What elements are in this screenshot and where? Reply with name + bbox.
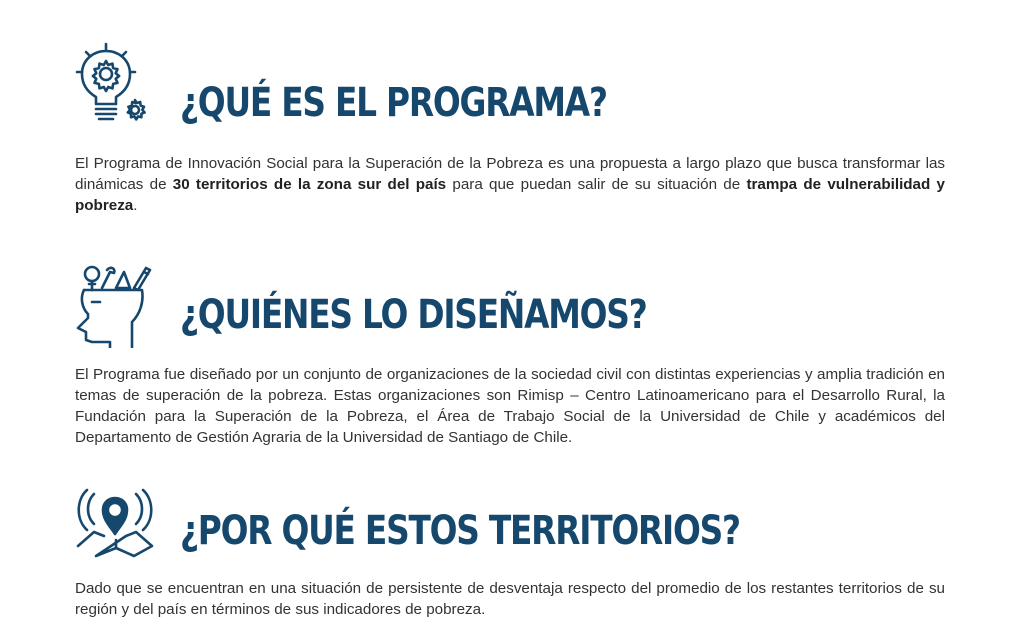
section-paragraph: Dado que se encuentran en una situación de persistente de desventaja respecto del promedio de los restantes territorios de su región y del país en términos de sus indicadores de pobreza. — [75, 580, 945, 618]
paragraph-bold-text: 30 territorios de la zona sur del país — [172, 176, 447, 193]
lightbulb-gears-icon — [72, 42, 158, 128]
paragraph-text: . — [133, 197, 138, 214]
section-paragraph: El Programa fue diseñado por un conjunto de organizaciones de la sociedad civil con distintas experiencias y amplia tradición en temas de superación de la pobreza. Estas organizaciones son Rimisp – Centro Latinoamericano para el Desarrollo Rural, la Fundación para la Superación de la Pobreza, el Área de Trabajo Social de la Universidad de Chile y académicos del Departamento de Gestión Agraria de la Universidad de Santiago de Chile. — [75, 366, 945, 446]
section-heading: ¿QUÉ ES EL PROGRAMA? — [180, 80, 607, 126]
paragraph-text: para que puedan salir de su situación de — [446, 176, 747, 193]
paragraph-text: El Programa de Innovación Social para la Superación de la Pobreza es una propuesta a largo plazo que busca transformar las dinámicas de — [75, 155, 945, 193]
section-heading: ¿QUIÉNES LO DISEÑAMOS? — [180, 292, 647, 338]
head-ideas-icon — [72, 262, 158, 348]
map-pin-icon — [72, 488, 158, 558]
section-paragraph — [75, 153, 945, 216]
paragraph-bold-text: trampa de vulnerabilidad y pobreza — [75, 176, 945, 214]
section-heading: ¿POR QUÉ ESTOS TERRITORIOS? — [180, 508, 740, 554]
